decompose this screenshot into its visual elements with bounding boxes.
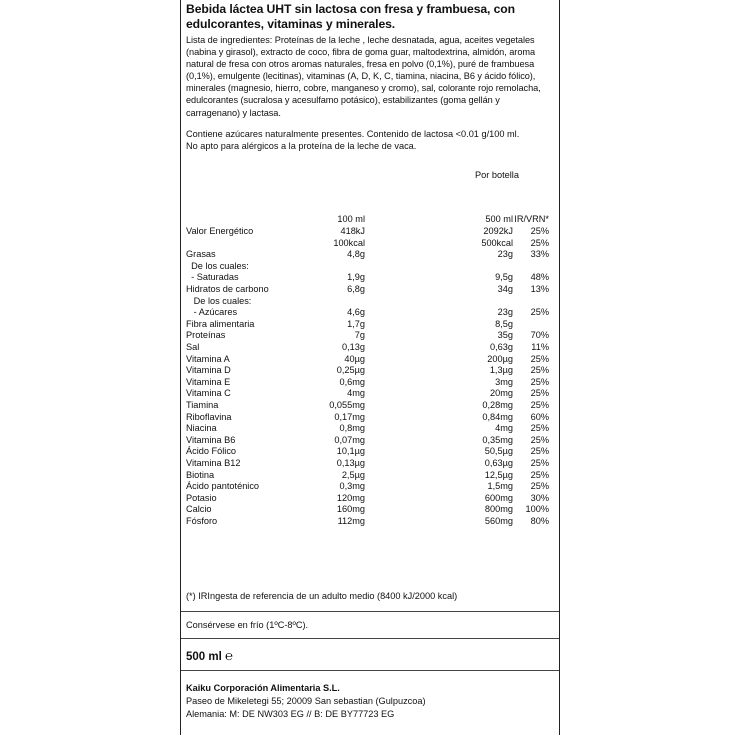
ingredients-list: Lista de ingredientes: Proteínas de la leche , leche desnatada, agua, aceites vegetales (nabina y girasol), extracto de coco, fibra de goma guar, maltodextrina, almidón, aroma natural de fresa con otros aromas naturales, fresa en polvo (0,1%), puré de frambuesa (0,1%), emulgente (lecitinas), vitaminas (A, D, K, C, tiamina, niacina, B6 y ácido fólico), minerales (magnesio, hierro, cobre, manganeso y cromo), sal, colorante rojo remolacha, edulcorantes (sucralosa y acesulfamo potásico), estabilizantes (goma gellán y carragenano) y lactasa. [186,35,541,118]
value-100ml: 0,13g [342,342,365,352]
nutrition-row [181,458,561,469]
value-ir: 25% [530,446,549,457]
nutrition-row [181,423,561,434]
value-100ml: 100kcal [333,237,365,248]
value-ir: 25% [530,365,549,376]
nutrition-row [181,296,561,307]
nutrient-label: Niacina [186,423,217,434]
value-ir: 25% [530,469,549,480]
value-100ml: 0,07mg [334,434,365,445]
nutrient-label: Biotina [186,469,215,480]
nutrition-row [181,307,561,318]
nutrient-label: De los cuales: [186,295,252,306]
nutrition-row [181,446,561,457]
value-ir: 25% [530,481,549,492]
nutrient-label: Ácido pantoténico [186,481,260,492]
estimated-sign-icon: ℮ [225,648,233,663]
value-ir: 25% [530,400,549,410]
net-volume [186,648,233,663]
value-100ml: 4,8g [347,249,365,260]
value-ir: 30% [530,492,549,503]
value-ir: 33% [530,249,549,260]
value-500ml: 34g [497,284,513,294]
value-ir: 70% [530,330,549,341]
value-500ml: 8,5g [495,318,513,329]
col-100ml-header: 100 ml [337,214,365,224]
nutrient-label: Vitamina B6 [186,434,236,445]
nutrition-row [181,481,561,492]
nutrient-label: Valor Energético [186,226,254,236]
value-ir: 25% [530,307,549,318]
nutrition-row [181,272,561,283]
nutrient-label: Vitamina B12 [186,458,241,468]
nutrient-label: Fibra alimentaria [186,318,255,329]
nutrition-row [181,330,561,341]
reference-footnote: (*) IRIngesta de referencia de un adulto medio (8400 kJ/2000 kcal) [186,591,458,601]
value-ir: 25% [530,376,549,387]
value-100ml: 160mg [336,504,365,515]
nutrient-label: Riboflavina [186,411,232,422]
value-ir: 48% [530,272,549,283]
value-ir: 25% [530,458,549,468]
value-500ml: 3mg [495,376,513,387]
nutrient-label: Proteínas [186,330,226,341]
nutrient-label: Vitamina E [186,376,231,387]
nutrition-row [181,284,561,295]
value-500ml: 0,63g [490,342,513,352]
nutrition-row [181,238,561,249]
nutrient-label: - Azúcares [186,307,238,318]
value-100ml: 1,7g [347,318,365,329]
value-500ml: 23g [497,307,513,318]
value-100ml: 120mg [336,492,365,503]
value-100ml: 418kJ [340,226,365,236]
value-ir: 25% [530,434,549,445]
nutrition-row [181,388,561,399]
nutrition-row [181,226,561,237]
nutrient-label: Tiamina [186,400,219,410]
value-100ml: 0,17mg [334,411,365,422]
value-ir: 25% [530,353,549,364]
value-500ml: 0,84mg [482,411,513,422]
nutrition-row [181,342,561,353]
value-500ml: 600mg [484,492,513,503]
divider [181,611,559,612]
value-500ml: 35g [497,330,513,341]
value-500ml: 9,5g [495,272,513,283]
value-100ml: 0,3mg [339,481,365,492]
value-ir: 25% [530,226,549,236]
nutrition-row [181,504,561,515]
value-500ml: 23g [497,249,513,260]
nutrient-label: Sal [186,342,200,352]
value-100ml: 0,8mg [339,423,365,434]
value-ir: 13% [530,284,549,294]
nutrient-label: Grasas [186,249,216,260]
nutrition-row [181,365,561,376]
col-ir-header: IR/VRN* [514,214,549,224]
value-500ml: 200µg [487,353,513,364]
nutrient-label: Hidratos de carbono [186,284,269,294]
value-100ml: 10,1µg [336,446,365,457]
product-title: Bebida láctea UHT sin lactosa con fresa y frambuesa, con edulcorantes, vitaminas y minerales. [186,2,515,31]
value-100ml: 4,6g [347,307,365,318]
value-100ml: 0,25µg [336,365,365,376]
value-100ml: 0,055mg [329,400,365,410]
nutrient-label: De los cuales: [186,260,249,271]
nutrient-label: Potasio [186,492,217,503]
nutrition-row [181,319,561,330]
value-100ml: 2,5µg [341,469,365,480]
company-address: Paseo de Mikeletegi 55; 20009 San sebastian (Gulpuzcoa) [186,696,426,706]
value-500ml: 12,5µg [484,469,513,480]
value-500ml: 50,5µg [484,446,513,457]
value-ir: 25% [530,237,549,248]
value-500ml: 500kcal [481,237,513,248]
sugar-note: Contiene azúcares naturalmente presentes. Contenido de lactosa <0.01 g/100 ml. [186,129,520,139]
value-500ml: 1,5mg [487,481,513,492]
nutrition-row [181,435,561,446]
nutrient-label: Vitamina C [186,388,231,399]
value-500ml: 800mg [484,504,513,515]
value-500ml: 0,63µg [484,458,513,468]
value-100ml: 7g [354,330,365,341]
nutrition-row [181,354,561,365]
nutrient-label: Calcio [186,504,212,515]
nutrition-row [181,261,561,272]
divider [181,638,559,639]
nutrition-header-row [181,214,561,225]
value-ir: 25% [530,423,549,434]
value-ir: 11% [531,342,549,352]
nutrient-label: - Saturadas [186,272,239,283]
company-name: Kaiku Corporación Alimentaria S.L. [186,683,340,693]
value-500ml: 0,35mg [482,434,513,445]
nutrition-row [181,412,561,423]
value-100ml: 0,13µg [336,458,365,468]
nutrient-label: Fósforo [186,516,218,526]
volume-value: 500 ml [186,651,222,663]
value-100ml: 112mg [337,516,365,526]
storage-note: Consérvese en frío (1ºC-8ºC). [186,620,309,630]
value-500ml: 2092kJ [483,226,513,236]
nutrition-row [181,516,561,527]
value-500ml: 560mg [484,516,513,526]
value-ir: 60% [530,411,549,422]
nutrient-label: Vitamina A [186,353,230,364]
company-codes: Alemania: M: DE NW303 EG // B: DE BY77723 EG [186,709,395,719]
value-500ml: 0,28mg [482,400,513,410]
value-500ml: 4mg [495,423,513,434]
divider [181,670,559,671]
nutrition-row [181,493,561,504]
value-100ml: 4mg [347,388,365,399]
label-panel [180,0,560,735]
nutrition-row [181,377,561,388]
value-ir: 25% [530,388,549,399]
value-ir: 100% [525,504,549,515]
nutrition-row [181,249,561,260]
nutrition-row [181,400,561,411]
value-500ml: 20mg [490,388,513,399]
value-100ml: 1,9g [347,272,365,283]
value-100ml: 40µg [344,353,365,364]
nutrient-label: Ácido Fólico [186,446,237,457]
nutrient-label: Vitamina D [186,365,231,376]
per-bottle-header: Por botella [475,170,519,180]
value-500ml: 1,3µg [489,365,513,376]
col-500ml-header: 500 ml [485,214,513,224]
allergy-note: No apto para alérgicos a la proteína de la leche de vaca. [186,141,417,151]
nutrition-row [181,470,561,481]
value-100ml: 0,6mg [339,376,365,387]
value-100ml: 6,8g [347,284,365,294]
value-ir: 80% [530,516,549,526]
